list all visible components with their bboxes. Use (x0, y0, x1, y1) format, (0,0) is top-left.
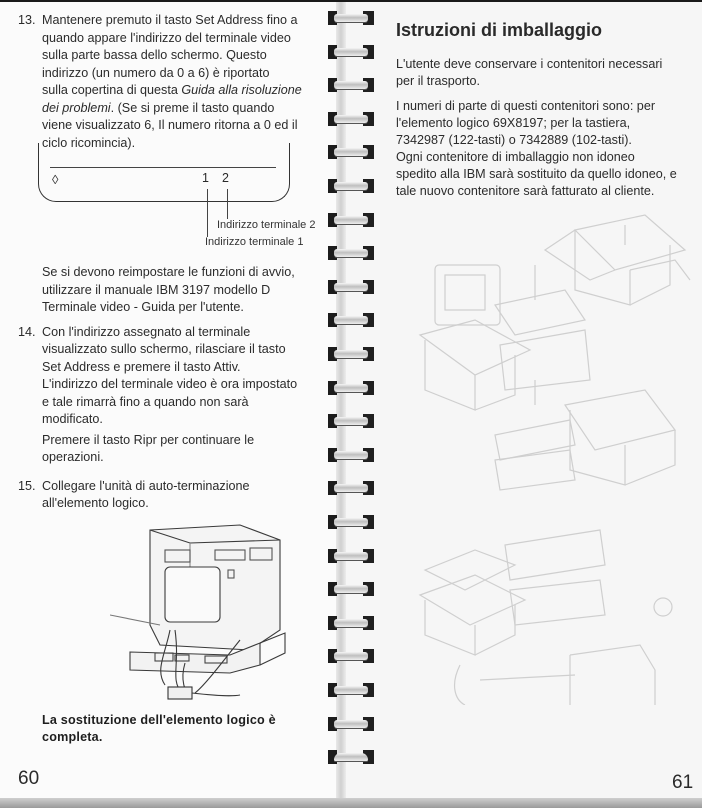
step-13-line: Mantenere premuto il tasto Set Address fino a (42, 13, 298, 27)
binding-ring (328, 582, 374, 596)
binding-ring (328, 750, 374, 764)
binding-ring (328, 213, 374, 227)
packaging-illustration (395, 205, 695, 705)
step-15-number: 15. (18, 479, 36, 493)
label-terminal-2: Indirizzo terminale 2 (217, 219, 316, 231)
paragraph-line: l'elemento logico 69X8197; per la tastiera, (396, 116, 631, 130)
paragraph-line: per il trasporto. (396, 74, 480, 88)
binding-ring (328, 649, 374, 663)
status-line (50, 167, 276, 168)
binding-ring (328, 381, 374, 395)
binding-ring (328, 45, 374, 59)
binding-ring (328, 515, 374, 529)
address-digit-2: 2 (222, 171, 229, 185)
label-terminal-1: Indirizzo terminale 1 (205, 236, 304, 248)
binding-ring (328, 717, 374, 731)
paragraph-line: tale nuovo contenitore sarà fatturato al cliente. (396, 184, 655, 198)
step-13-text: . (Se si preme il tasto quando (110, 101, 275, 115)
reset-note-line: Terminale video - Guida per l'utente. (42, 300, 244, 314)
screen-outline (38, 143, 290, 202)
binding-ring (328, 414, 374, 428)
guide-title: dei problemi (42, 101, 111, 115)
step-13-line: viene visualizzato 6, Il numero ritorna a 0 ed il (42, 118, 298, 132)
step-14-note: Premere il tasto Ripr per continuare le (42, 433, 255, 447)
leader-line-1 (207, 189, 208, 237)
reset-note-line: utilizzare il manuale IBM 3197 modello D (42, 283, 271, 297)
guide-title: Guida alla risoluzione (181, 83, 302, 97)
cursor-diamond-icon: ◊ (52, 172, 59, 187)
step-14-line: L'indirizzo del terminale video è ora impostato (42, 377, 298, 391)
paragraph-line: 7342987 (122-tasti) o 7342889 (102-tasti). (396, 133, 632, 147)
binding-ring (328, 112, 374, 126)
step-13-line: indirizzo (un numero da 0 a 6) è riportato (42, 66, 270, 80)
step-13-line (42, 100, 274, 118)
step-15-line: Collegare l'unità di auto-terminazione (42, 479, 250, 493)
step-13-line: sulla parte bassa dello schermo. Questo (42, 48, 267, 62)
binding-ring (328, 313, 374, 327)
step-13-line: ciclo ricomincia). (42, 136, 136, 150)
address-digit-1: 1 (202, 171, 209, 185)
binding-ring (328, 481, 374, 495)
terminal-rear-illustration (110, 515, 300, 710)
step-13-line (42, 82, 302, 100)
page-number-left: 60 (18, 768, 40, 789)
step-14-line: Set Address e premere il tasto Attiv. (42, 360, 241, 374)
binding-ring (328, 11, 374, 25)
binding-ring (328, 616, 374, 630)
step-14-line: e tale rimarrà fino a quando non sarà (42, 395, 249, 409)
paragraph-line: L'utente deve conservare i contenitori necessari (396, 57, 663, 71)
binding-ring (328, 145, 374, 159)
binding-ring (328, 347, 374, 361)
paragraph-line: Ogni contenitore di imballaggio non idoneo (396, 150, 635, 164)
step-13-line: quando appare l'indirizzo del terminale video (42, 31, 291, 45)
binding-ring (328, 549, 374, 563)
step-14-line: modificato. (42, 412, 103, 426)
binding-ring (328, 683, 374, 697)
step-14-number: 14. (18, 325, 36, 339)
step-14-line: Con l'indirizzo assegnato al terminale (42, 325, 251, 339)
paragraph-line: spedito alla IBM sarà sostituito da quello idoneo, e (396, 167, 677, 181)
bottom-edge (0, 798, 702, 808)
step-14-note: operazioni. (42, 450, 104, 464)
page-number-right: 61 (672, 772, 694, 793)
leader-line-2 (227, 189, 228, 219)
binding-ring (328, 280, 374, 294)
step-14-line: visualizzato sullo schermo, rilasciare il tasto (42, 342, 286, 356)
step-15-line: all'elemento logico. (42, 496, 149, 510)
reset-note-line: Se si devono reimpostare le funzioni di avvio, (42, 265, 295, 279)
binding-ring (328, 78, 374, 92)
completion-line: completa. (42, 730, 103, 744)
section-heading: Istruzioni di imballaggio (396, 20, 603, 40)
binding-ring (328, 246, 374, 260)
completion-line: La sostituzione dell'elemento logico è (42, 713, 276, 727)
step-13-text: sulla copertina di questa (42, 83, 182, 97)
binding-ring (328, 448, 374, 462)
binding-ring (328, 179, 374, 193)
paragraph-line: I numeri di parte di questi contenitori sono: per (396, 99, 656, 113)
step-13-number: 13. (18, 13, 36, 27)
